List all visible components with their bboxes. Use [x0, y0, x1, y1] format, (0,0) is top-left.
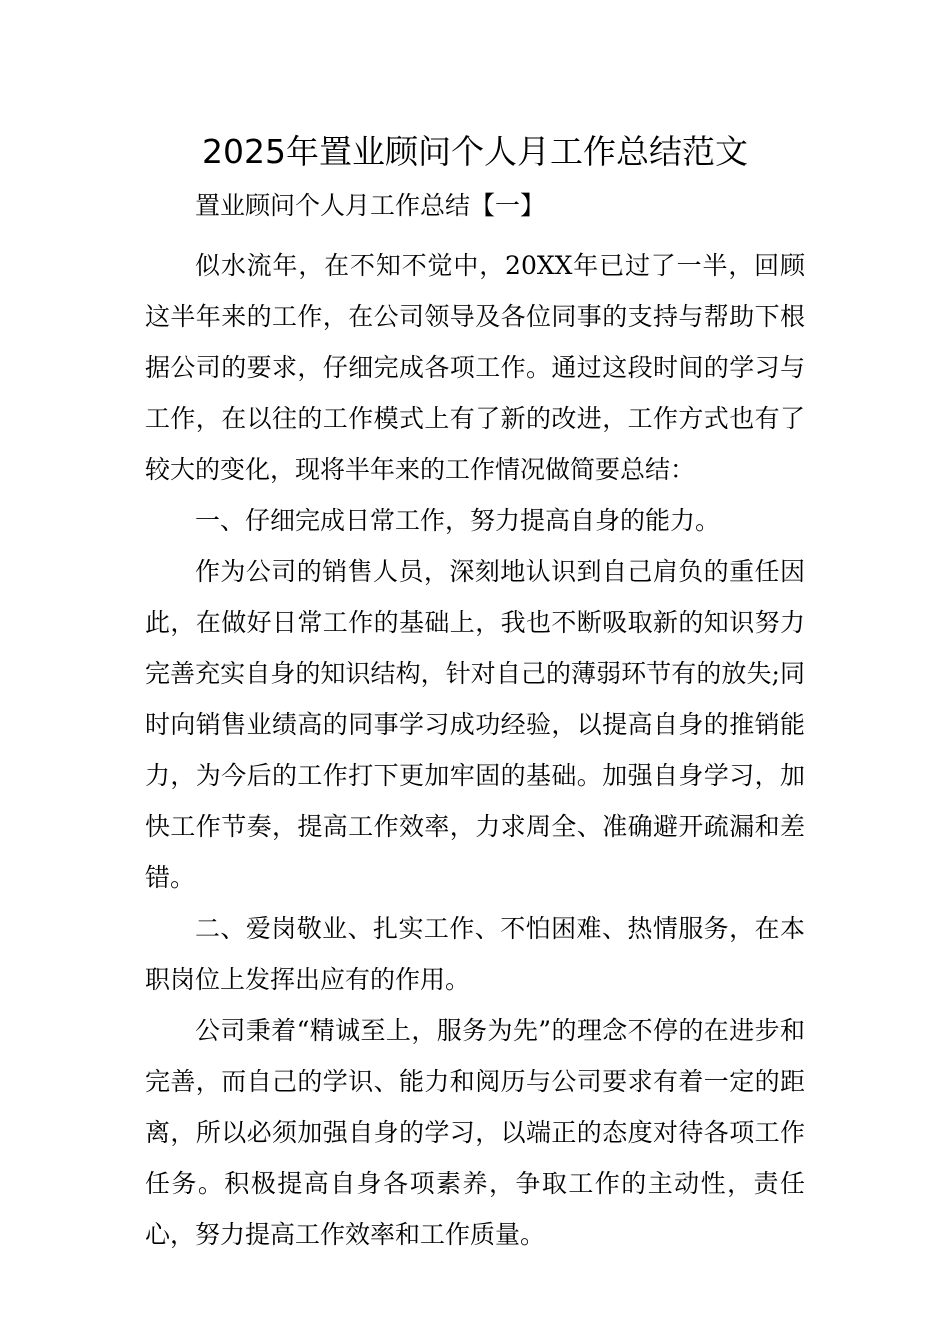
section-heading-1: 一、仔细完成日常工作，努力提高自身的能力。 — [195, 506, 721, 535]
paragraph-2: 公司秉着“精诚至上，服务为先”的理念不停的在进步和完善，而自己的学识、能力和阅历与公司要求有着一定的距离，所以必须加强自身的学习，以端正的态度对待各项工作任务。积极提高自身各项素养，争取工作的主动性，责任心，努力提高工作效率和工作质量。 — [145, 1016, 805, 1249]
paragraph-1: 作为公司的销售人员，深刻地认识到自己肩负的重任因此，在做好日常工作的基础上，我也不断吸取新的知识努力完善充实自身的知识结构，针对自己的薄弱环节有的放失;同时向销售业绩高的同事学习成功经验，以提高自身的推销能力，为今后的工作打下更加牢固的基础。加强自身学习，加快工作节奏，提高工作效率，力求周全、准确避开疏漏和差错。 — [145, 557, 805, 892]
paragraph-intro: 似水流年，在不知不觉中，20XX年已过了一半，回顾这半年来的工作，在公司领导及各位同事的支持与帮助下根据公司的要求，仔细完成各项工作。通过这段时间的学习与工作，在以往的工作模式上有了新的改进，工作方式也有了较大的变化，现将半年来的工作情况做简要总结： — [145, 251, 805, 484]
document-page — [145, 120, 805, 1260]
section-subtitle: 置业顾问个人月工作总结【一】 — [195, 191, 546, 220]
document-title: 2025年置业顾问个人月工作总结范文 — [202, 132, 748, 171]
section-heading-2: 二、爱岗敬业、扎实工作、不怕困难、热情服务，在本职岗位上发挥出应有的作用。 — [145, 914, 805, 994]
